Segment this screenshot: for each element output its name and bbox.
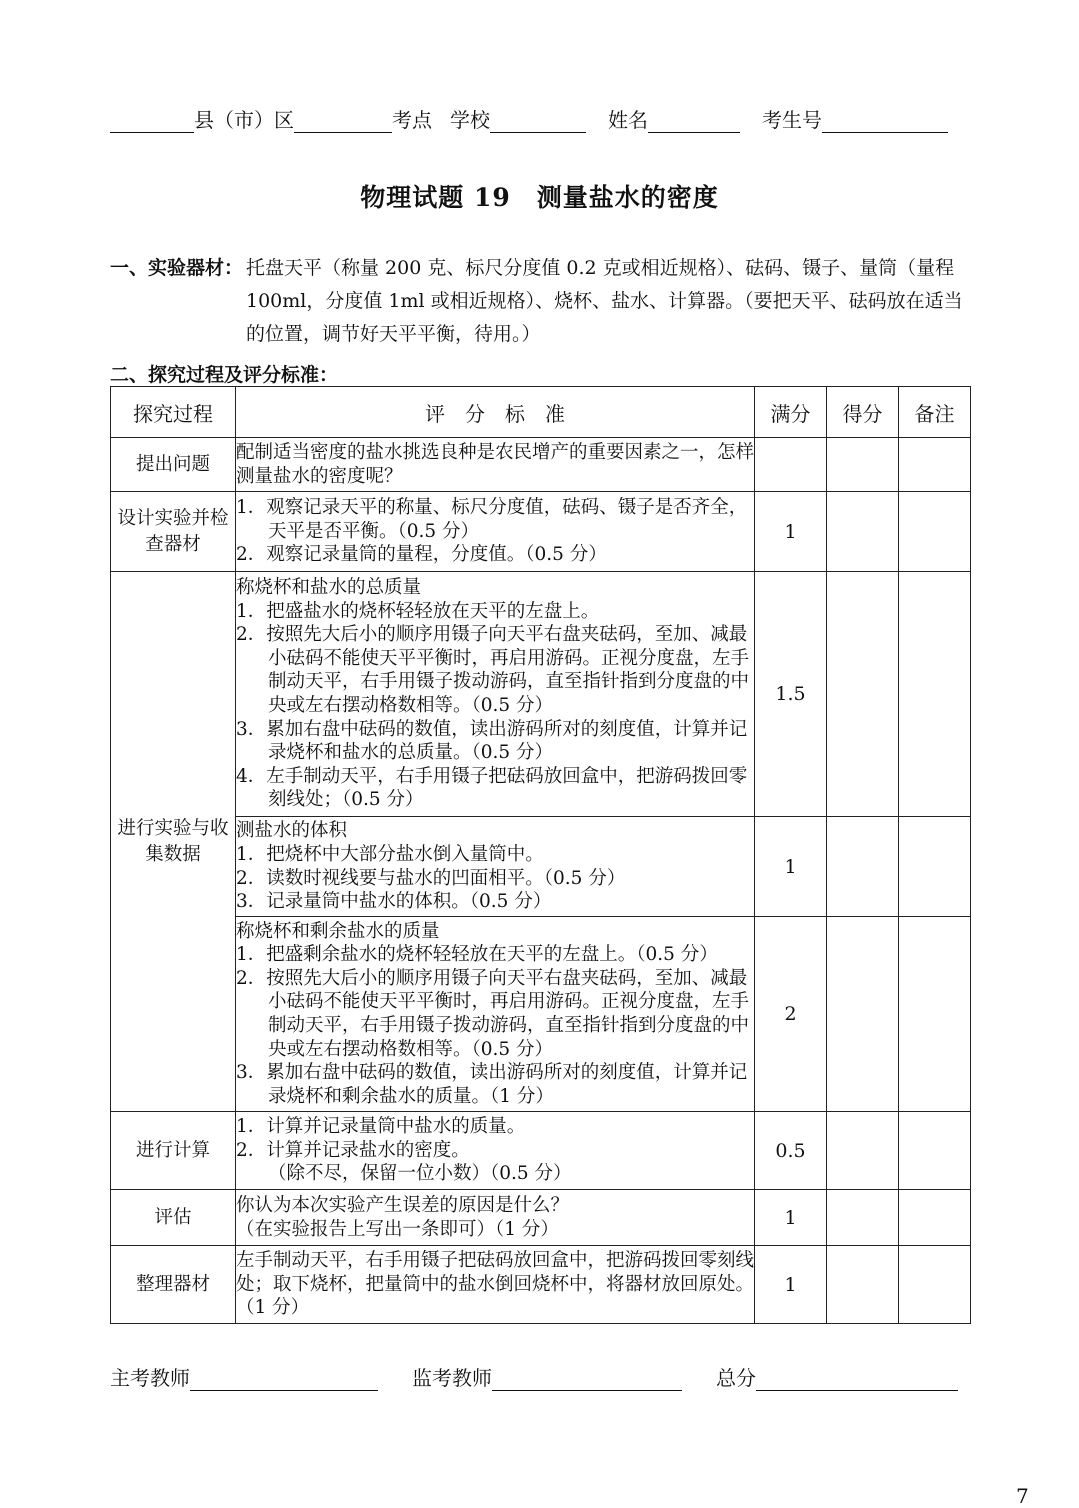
score-cell[interactable] [827, 817, 899, 917]
score-cell[interactable] [827, 917, 899, 1112]
criteria-item: 1．计算并记录量筒中盐水的质量。 [236, 1116, 526, 1138]
criteria-line: 你认为本次实验产生误差的原因是什么？ [236, 1194, 570, 1216]
header-score: 得分 [827, 387, 899, 438]
note-cell[interactable] [899, 438, 971, 492]
exam-site-label: 考点 [392, 108, 432, 132]
exam-number-blank[interactable] [822, 106, 948, 133]
proctor-label: 监考教师 [412, 1366, 492, 1390]
full-score-cell: 1.5 [755, 572, 827, 817]
criteria-item: 2．观察记录量筒的量程，分度值。（0.5 分） [236, 544, 607, 566]
name-blank[interactable] [648, 106, 740, 133]
note-cell[interactable] [899, 1246, 971, 1324]
criteria-item: 2．按照先大后小的顺序用镊子向天平右盘夹砝码，至加、减最小砝码不能使天平平衡时，再启用游码。正视分度盘，左手制动天平，右手用镊子拨动游码，直至指针指到分度盘的中央或左右摆动格数相等。（0.5 分） [236, 967, 750, 1060]
criteria-item: 1．把盛剩余盐水的烧杯轻轻放在天平的左盘上。（0.5 分） [236, 944, 718, 966]
school-label: 学校 [450, 108, 490, 132]
criteria-line: 配制适当密度的盐水挑选良种是农民增产的重要因素之一，怎样测量盐水的密度呢？ [236, 441, 755, 487]
materials-text: 托盘天平（称量 200 克、标尺分度值 0.2 克或相近规格）、砝码、镊子、量筒（量程 100ml，分度值 1ml 或相近规格）、烧杯、盐水、计算器。（要把天平、砝码放在适当的位置，调节好天平平衡，待用。） [246, 257, 963, 345]
full-score-cell: 1 [755, 817, 827, 917]
criteria-cell [236, 438, 755, 492]
score-cell[interactable] [827, 1112, 899, 1190]
score-cell[interactable] [827, 492, 899, 572]
criteria-subtitle: 称烧杯和剩余盐水的质量 [236, 920, 440, 942]
exam-number-label: 考生号 [762, 108, 822, 132]
section-heading: 二、探究过程及评分标准： [110, 364, 339, 386]
table-row [111, 1246, 971, 1324]
process-cell: 评估 [111, 1190, 236, 1246]
process-cell: 进行计算 [111, 1112, 236, 1190]
table-header-row [111, 387, 971, 438]
proctor-blank[interactable] [492, 1364, 682, 1391]
header-full-score: 满分 [755, 387, 827, 438]
full-score-cell: 1 [755, 492, 827, 572]
note-cell[interactable] [899, 817, 971, 917]
criteria-item: 1．观察记录天平的称量、标尺分度值，砝码、镊子是否齐全，天平是否平衡。（0.5 分） [236, 497, 748, 542]
header-note: 备注 [899, 387, 971, 438]
criteria-cell [236, 1112, 755, 1190]
criteria-item: 3．累加右盘中砝码的数值，读出游码所对的刻度值，计算并记录烧杯和剩余盐水的质量。（1 分） [236, 1062, 748, 1107]
note-cell[interactable] [899, 572, 971, 817]
table-row [111, 492, 971, 572]
materials-label: 一、实验器材： [110, 257, 244, 279]
criteria-line: （在实验报告上写出一条即可）（1 分） [236, 1218, 559, 1240]
table-row [111, 572, 971, 817]
note-cell[interactable] [899, 917, 971, 1112]
signature-line [110, 1362, 970, 1391]
process-cell: 提出问题 [111, 438, 236, 492]
process-cell: 进行实验与收集数据 [111, 572, 236, 1112]
scoring-table [110, 386, 971, 1324]
criteria-subtitle: 称烧杯和盐水的总质量 [236, 577, 422, 599]
criteria-subtitle: 测盐水的体积 [236, 820, 348, 842]
criteria-cell [236, 917, 755, 1112]
chief-examiner-blank[interactable] [190, 1364, 378, 1391]
criteria-item: 2．计算并记录盐水的密度。 [236, 1139, 470, 1161]
table-row [111, 438, 971, 492]
full-score-cell [755, 438, 827, 492]
materials-section [110, 252, 972, 351]
note-cell[interactable] [899, 1112, 971, 1190]
page-number: 7 [1016, 1484, 1029, 1508]
criteria-line: 左手制动天平，右手用镊子把砝码放回盒中，把游码拨回零刻线处；取下烧杯，把量筒中的盐水倒回烧杯中，将器材放回原处。（1 分） [236, 1250, 755, 1319]
criteria-item: 1．把烧杯中大部分盐水倒入量筒中。 [236, 843, 544, 865]
full-score-cell: 1 [755, 1246, 827, 1324]
criteria-item: 2．按照先大后小的顺序用镊子向天平右盘夹砝码，至加、减最小砝码不能使天平平衡时，再启用游码。正视分度盘，左手制动天平，右手用镊子拨动游码，直至指针指到分度盘的中央或左右摆动格数相等。（0.5 分） [236, 624, 750, 716]
criteria-cell [236, 817, 755, 917]
table-row [111, 1112, 971, 1190]
school-blank[interactable] [490, 106, 586, 133]
criteria-item: 3．累加右盘中砝码的数值，读出游码所对的刻度值，计算并记录烧杯和盐水的总质量。（0.5 分） [236, 718, 748, 764]
criteria-item: 2．读数时视线要与盐水的凹面相平。（0.5 分） [236, 867, 626, 889]
table-row [111, 917, 971, 1112]
score-cell[interactable] [827, 572, 899, 817]
header-criteria: 评 分 标 准 [236, 387, 755, 438]
note-cell[interactable] [899, 1190, 971, 1246]
table-row [111, 1190, 971, 1246]
chief-examiner-label: 主考教师 [110, 1366, 190, 1390]
header-process: 探究过程 [111, 387, 236, 438]
note-cell[interactable] [899, 492, 971, 572]
process-cell: 整理器材 [111, 1246, 236, 1324]
process-cell: 设计实验并检查器材 [111, 492, 236, 572]
table-row [111, 817, 971, 917]
county-label: 县（市）区 [194, 108, 294, 132]
score-cell[interactable] [827, 1246, 899, 1324]
total-label: 总分 [716, 1366, 756, 1390]
full-score-cell: 0.5 [755, 1112, 827, 1190]
criteria-cell [236, 1246, 755, 1324]
criteria-item: （除不尽，保留一位小数）（0.5 分） [268, 1163, 572, 1185]
criteria-cell [236, 1190, 755, 1246]
page-title: 物理试题 19 测量盐水的密度 [360, 183, 719, 212]
criteria-item: 3．记录量筒中盐水的体积。（0.5 分） [236, 891, 552, 913]
full-score-cell: 1 [755, 1190, 827, 1246]
criteria-item: 4．左手制动天平，右手用镊子把砝码放回盒中，把游码拨回零刻线处；（0.5 分） [236, 765, 748, 811]
criteria-item: 1．把盛盐水的烧杯轻轻放在天平的左盘上。 [236, 600, 600, 622]
candidate-info-line [110, 104, 970, 138]
score-cell[interactable] [827, 1190, 899, 1246]
name-label: 姓名 [608, 108, 648, 132]
county-blank[interactable] [110, 106, 194, 133]
full-score-cell: 2 [755, 917, 827, 1112]
district-blank[interactable] [294, 106, 392, 133]
criteria-cell [236, 572, 755, 817]
score-cell[interactable] [827, 438, 899, 492]
criteria-cell [236, 492, 755, 572]
total-blank[interactable] [756, 1364, 958, 1391]
